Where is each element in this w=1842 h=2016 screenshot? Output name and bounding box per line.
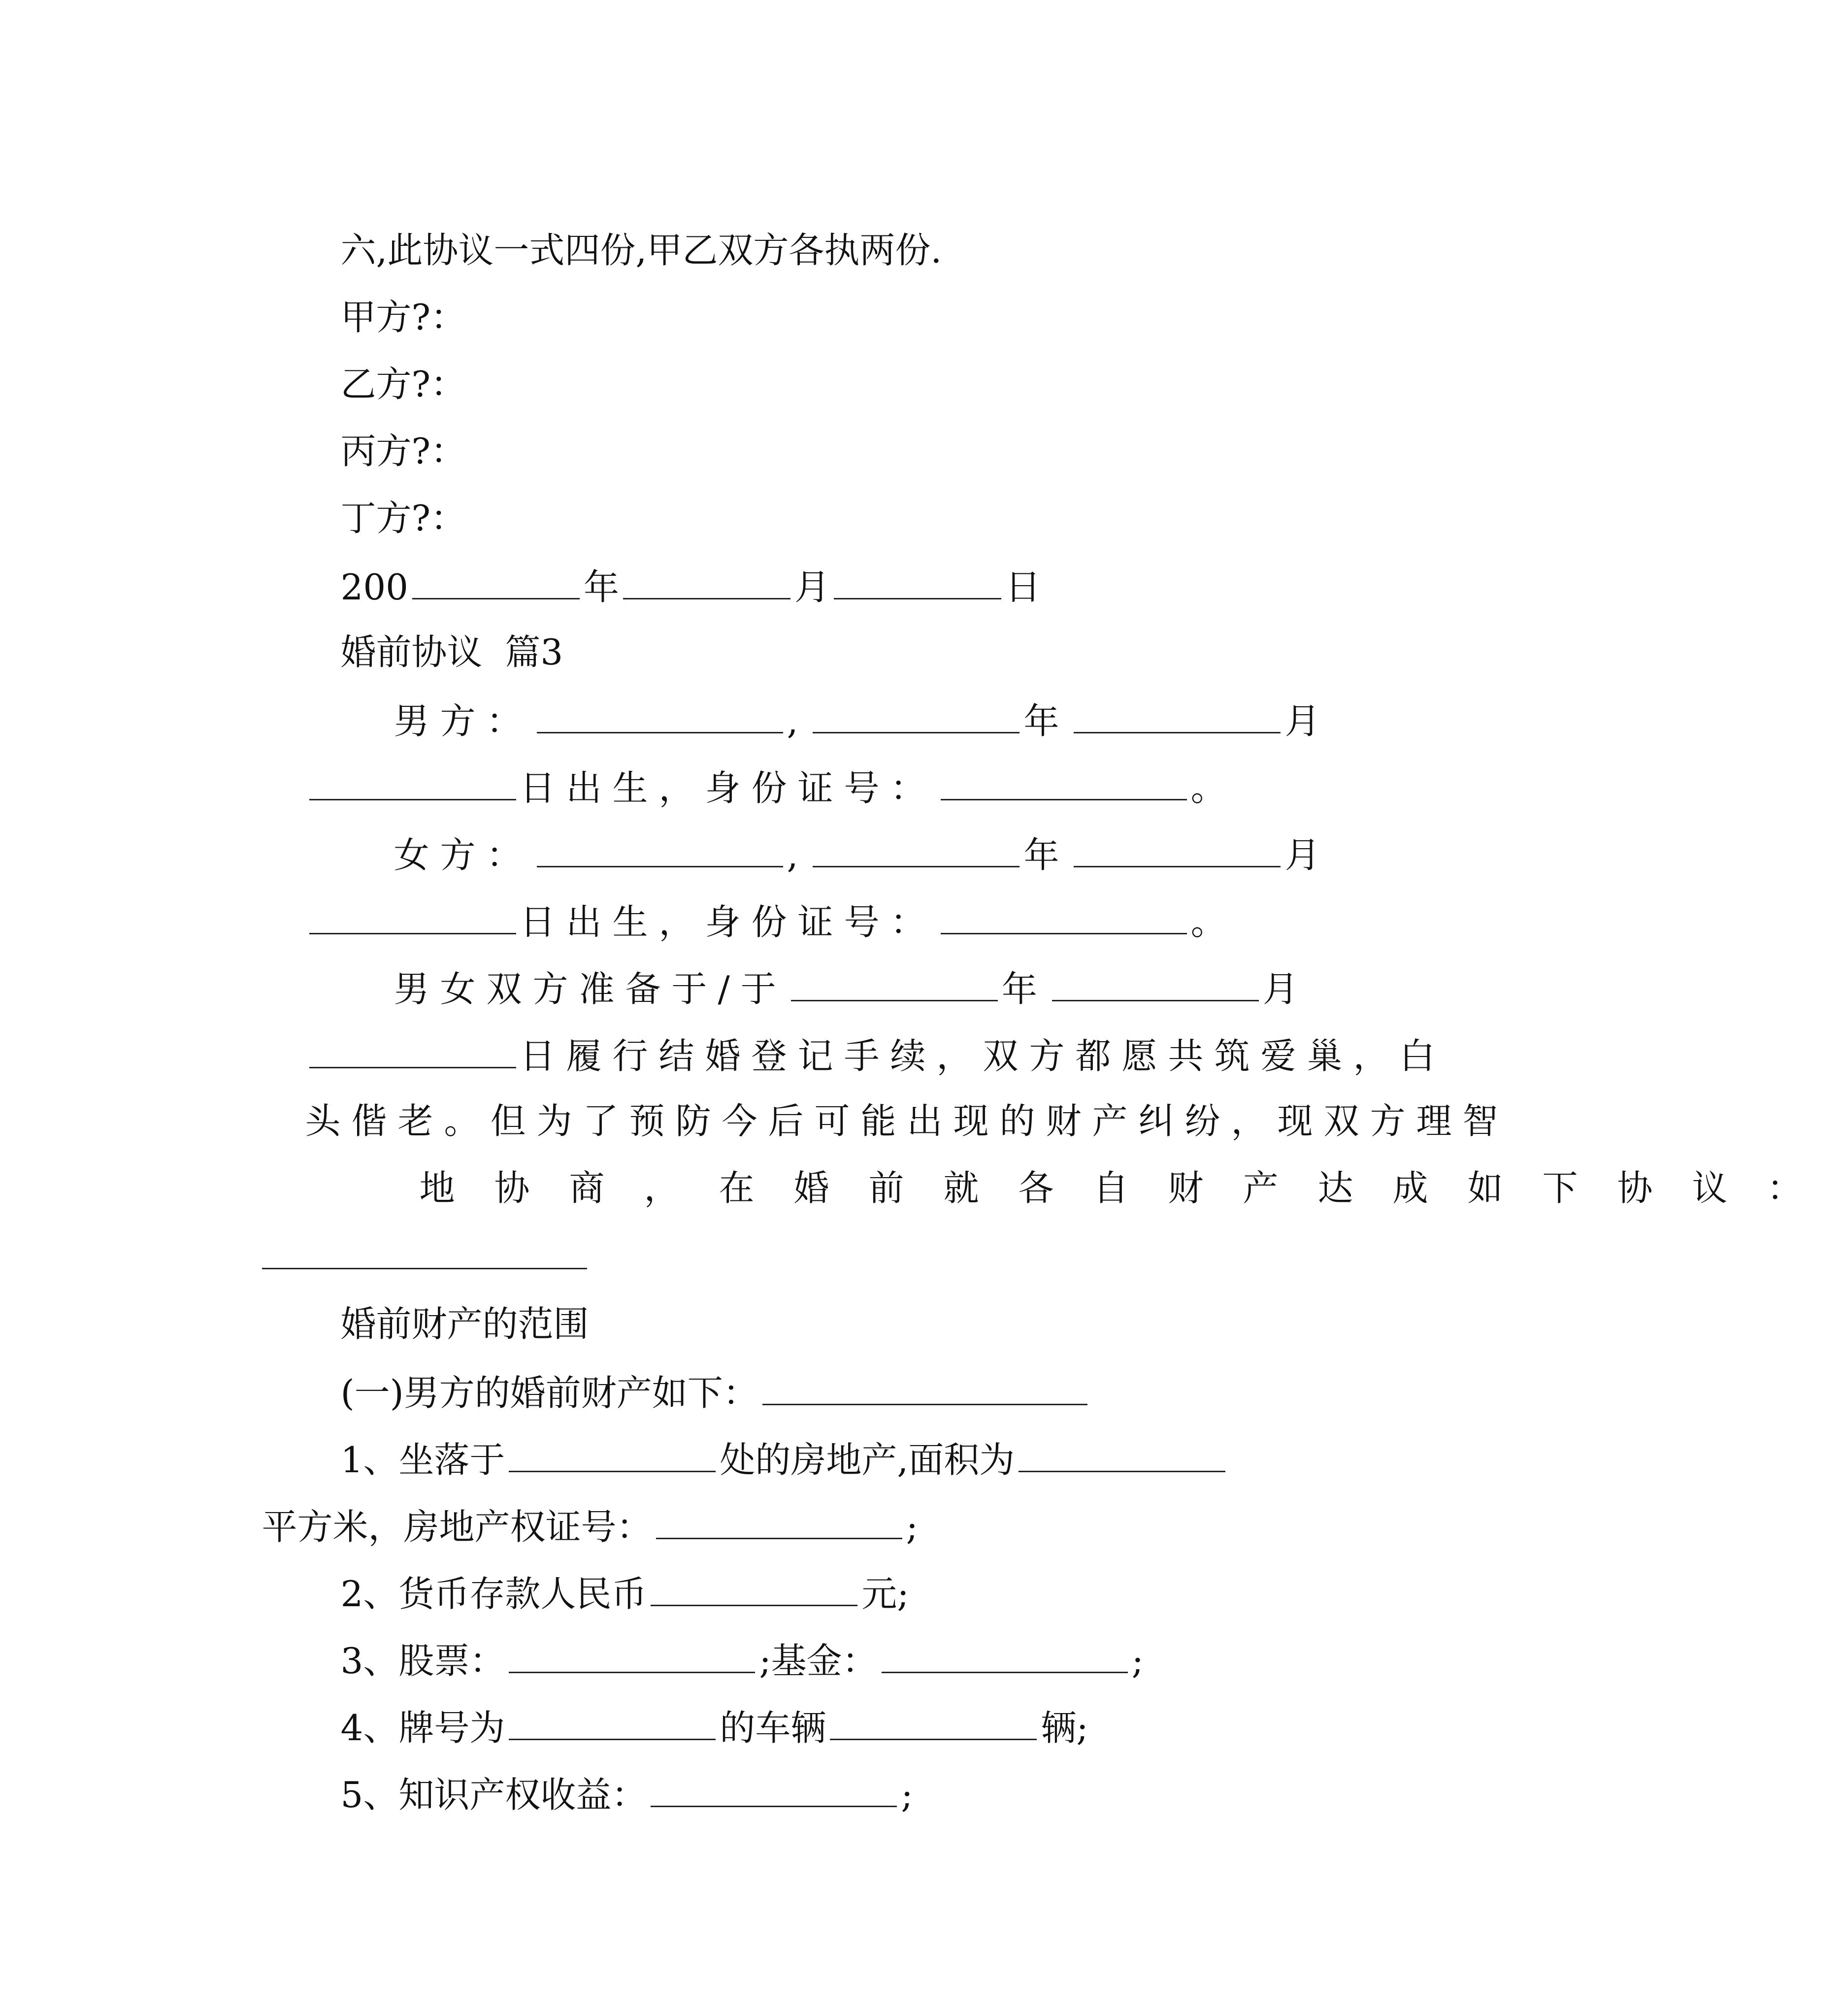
ip-income-blank[interactable] [651,1775,897,1807]
clause-six: 六,此协议一式四份,甲乙双方各执两份. [340,230,942,271]
agreement-blank[interactable] [262,1237,587,1269]
item1-cont-line: 平方米，房地产权证号： ; [262,1506,918,1548]
male-assets-line: (一)男方的婚前财产如下： [296,1338,1091,1446]
female-info-line: 女方： , 年 月 [394,834,1331,876]
scope-title: 婚前财产的范围 [340,1303,589,1345]
male-assets-blank[interactable] [762,1373,1087,1405]
fund-blank[interactable] [882,1641,1128,1673]
item2-line: 2、货币存款人民币 元; [340,1573,909,1615]
marriage-text-a: 日履行结婚登记手续，双方都愿共筑爱巢，白 [217,1001,1446,1109]
vehicle-count-blank[interactable] [830,1708,1037,1740]
day-blank[interactable] [834,567,1001,599]
item3-line: 3、股票： ;基金： ; [340,1640,1144,1682]
female-name-blank[interactable] [537,835,783,867]
marriage-day-blank[interactable] [309,1036,516,1068]
item5-line: 5、知识产权收益： ; [340,1774,913,1816]
male-id-blank[interactable] [941,768,1187,800]
signature-party-a: 甲方?： [340,297,466,338]
signature-party-d: 丁方?： [340,497,466,539]
female-birth-month-blank[interactable] [1074,835,1281,867]
property-cert-blank[interactable] [656,1507,902,1539]
deposit-blank[interactable] [651,1574,857,1606]
item1-line: 1、坐落于 处的房地产,面积为 [296,1405,1229,1513]
marriage-date-line: 男女双方准备于/于 年 月 [394,968,1309,1010]
signature-party-c: 丙方?： [340,430,466,472]
year-blank[interactable] [412,567,580,599]
male-birth-day-blank[interactable] [309,768,516,800]
plate-blank[interactable] [509,1708,716,1740]
female-id-blank[interactable] [941,902,1187,934]
signature-party-b: 乙方?： [340,364,466,405]
male-name-blank[interactable] [537,701,783,733]
male-id-line: 日出生，身份证号： 。 [217,733,1237,841]
section-title: 婚前协议 篇3 [340,631,563,673]
item4-line: 4、牌号为 的车辆 辆; [340,1707,1088,1749]
property-location-blank[interactable] [509,1440,716,1472]
month-blank[interactable] [623,567,790,599]
male-birth-month-blank[interactable] [1074,701,1281,733]
marriage-text-b: 头偕老。但为了预防今后可能出现的财产纠纷，现双方理智 [305,1100,1509,1142]
stock-blank[interactable] [509,1641,755,1673]
female-birth-year-blank[interactable] [813,835,1020,867]
female-id-line: 日出生，身份证号： 。 [217,867,1237,975]
marriage-month-blank[interactable] [1052,969,1259,1001]
marriage-text-c: 地协商，在婚前就各自财产达成如下协议： [419,1167,1842,1209]
property-area-blank[interactable] [1019,1440,1225,1472]
male-birth-year-blank[interactable] [813,701,1020,733]
signature-date: 200 年 月 日 [340,566,1041,608]
female-birth-day-blank[interactable] [309,902,516,934]
male-info-line: 男方： , 年 月 [394,700,1331,742]
marriage-year-blank[interactable] [791,969,998,1001]
